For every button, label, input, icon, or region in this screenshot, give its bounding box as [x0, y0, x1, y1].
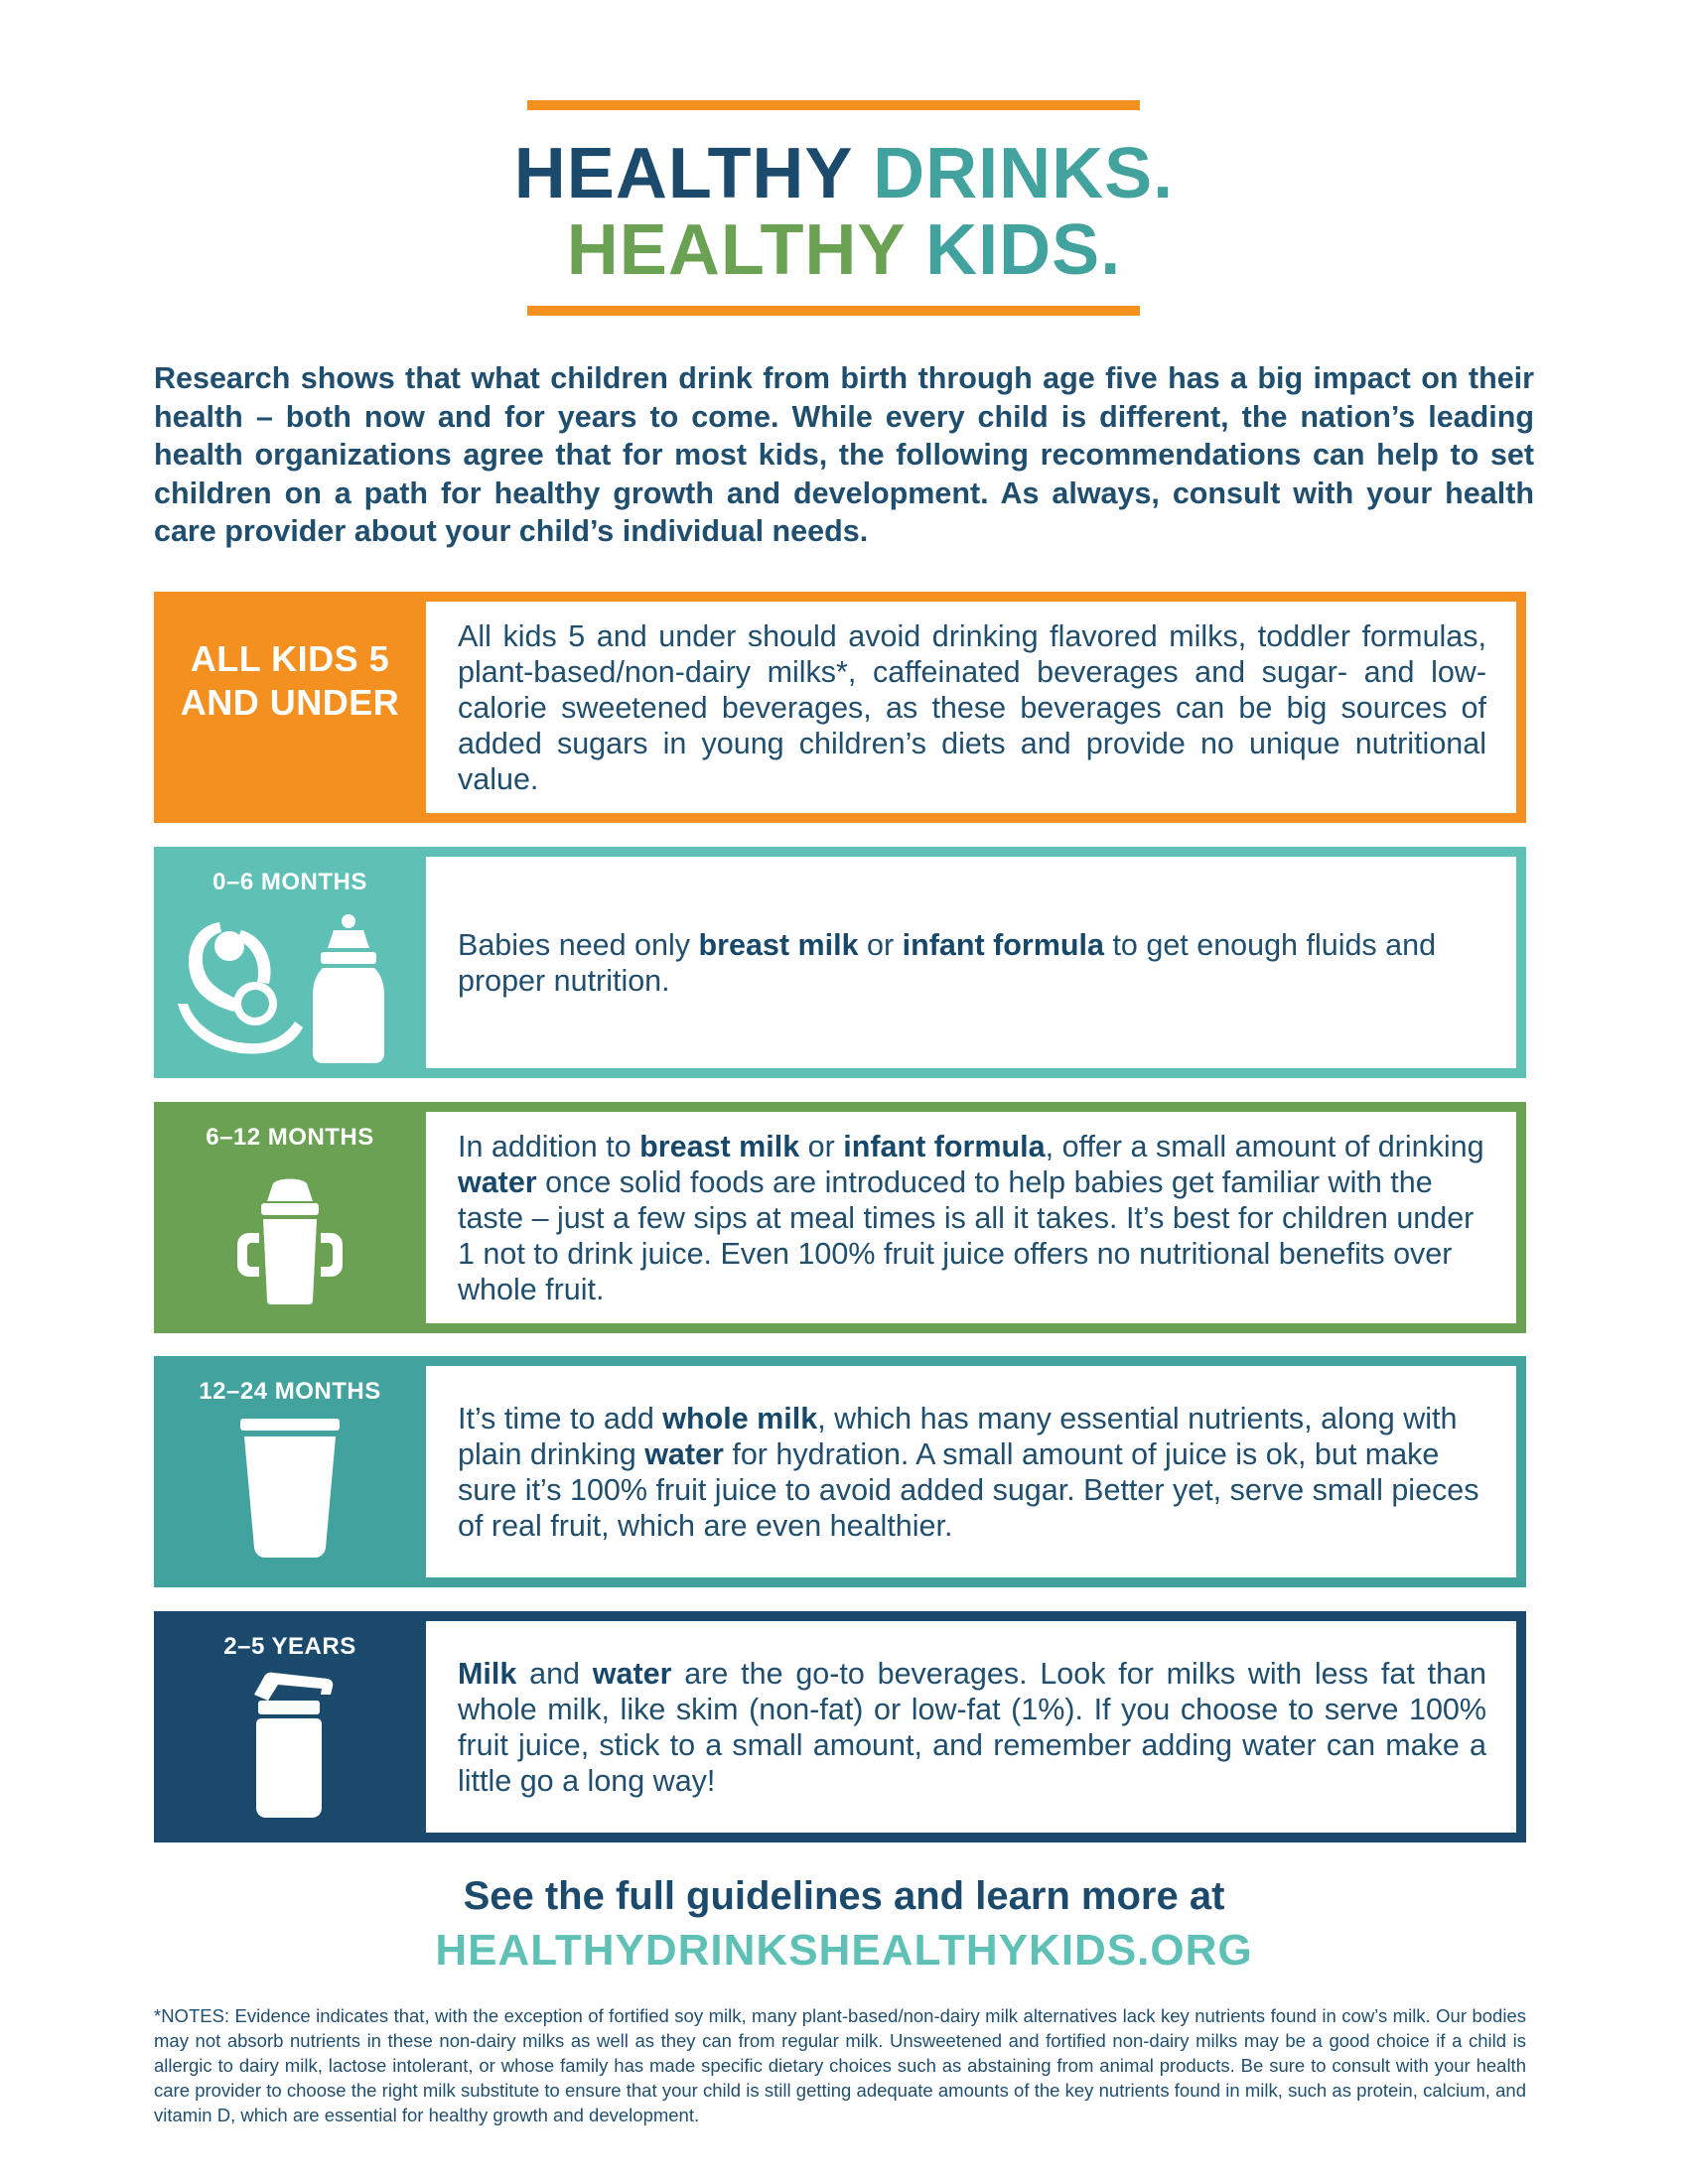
section-panel-6-12-months	[426, 1112, 1516, 1323]
section-text-2-5-years: Milk and water are the go-to beverages. Look for milks with less fat than whole milk, like skim (non-fat) or low-fat (1%). If you choose to serve 100% fruit juice, stick to a small amount, and remember adding water can make a little go a long way!	[458, 1656, 1486, 1798]
section-label-12-24-months: 12–24 MONTHS	[199, 1378, 381, 1405]
section-all-kids	[154, 592, 1526, 823]
page-title-line-2	[0, 210, 1688, 290]
sippy-cup-icon	[235, 1177, 345, 1304]
section-text-all-kids: All kids 5 and under should avoid drinking flavored milks, toddler formulas, plant-based/non-dairy milks*, caffeinated beverages and sugar- and low-calorie sweetened beverages, as these beverages can be big sources of added sugars in young children’s diets and provide no unique nutritional value.	[458, 618, 1486, 796]
title-word-drinks: DRINKS.	[873, 134, 1175, 213]
section-panel-0-6-months	[426, 857, 1516, 1068]
section-6-12-months	[154, 1102, 1526, 1333]
title-word-healthy-2: HEALTHY	[566, 210, 906, 290]
section-label-2-5-years: 2–5 YEARS	[223, 1633, 356, 1660]
section-12-24-months	[154, 1356, 1526, 1587]
section-panel-12-24-months	[426, 1366, 1516, 1577]
intro-paragraph: Research shows that what children drink from birth through age five has a big impact on their health – both now and for years to come. While every child is different, the nation’s leading health organizations agree that for most kids, the following recommendations can help to set children on a path for healthy growth and development. As always, consult with your health care provider about your child’s individual needs.	[154, 361, 1534, 548]
section-0-6-months	[154, 847, 1526, 1078]
cup-icon	[240, 1419, 340, 1558]
section-label-all-kids: ALL KIDS 5 AND UNDER	[180, 638, 400, 723]
footnote-notes: *NOTES: Evidence indicates that, with the exception of fortified soy milk, many plant-based/non-dairy milk alternatives lack key nutrients found in cow’s milk. Our bodies may not absorb nutrients in these non-dairy milks as well as they can from regular milk. Unsweetened and fortified non-dairy milks may be a good choice if a child is allergic to dairy milk, lactose intolerant, or whose family has made specific dietary choices such as abstaining from animal products. Be sure to consult with your health care provider to choose the right milk substitute to ensure that your child is still getting adequate amounts of the key nutrients found in milk, such as protein, calcium, and vitamin D, which are essential for healthy growth and development.	[154, 2005, 1526, 2125]
page-title-line-1	[0, 134, 1688, 213]
bottom-orange-rule	[527, 306, 1140, 316]
section-text-6-12-months: In addition to breast milk or infant formula, offer a small amount of drinking water once solid foods are introduced to help babies get familiar with the taste – just a few sips at meal times is all it takes. It’s best for children under 1 not to drink juice. Even 100% fruit juice offers no nutritional benefits over whole fruit.	[458, 1129, 1484, 1306]
section-label-6-12-months: 6–12 MONTHS	[206, 1124, 374, 1151]
section-panel-all-kids	[426, 602, 1516, 813]
breastfeeding-and-baby-bottle-icon	[172, 908, 410, 1067]
title-word-healthy: HEALTHY	[513, 134, 853, 213]
section-2-5-years	[154, 1611, 1526, 1843]
section-text-0-6-months: Babies need only breast milk or infant formula to get enough fluids and proper nutrition.	[458, 927, 1437, 998]
title-word-kids: KIDS.	[925, 210, 1122, 290]
section-text-12-24-months: It’s time to add whole milk, which has many essential nutrients, along with plain drinking water for hydration. A small amount of juice is ok, but make sure it’s 100% fruit juice to avoid added sugar. Better yet, serve small pieces of real fruit, which are even healthier.	[458, 1401, 1479, 1543]
website-link[interactable]: HEALTHYDRINKSHEALTHYKIDS.ORG	[435, 1926, 1253, 1975]
section-panel-2-5-years	[426, 1621, 1516, 1833]
top-orange-rule	[527, 100, 1140, 110]
cta-line-1: See the full guidelines and learn more at	[463, 1874, 1225, 1918]
section-label-0-6-months: 0–6 MONTHS	[212, 869, 367, 895]
water-bottle-icon	[248, 1671, 348, 1818]
